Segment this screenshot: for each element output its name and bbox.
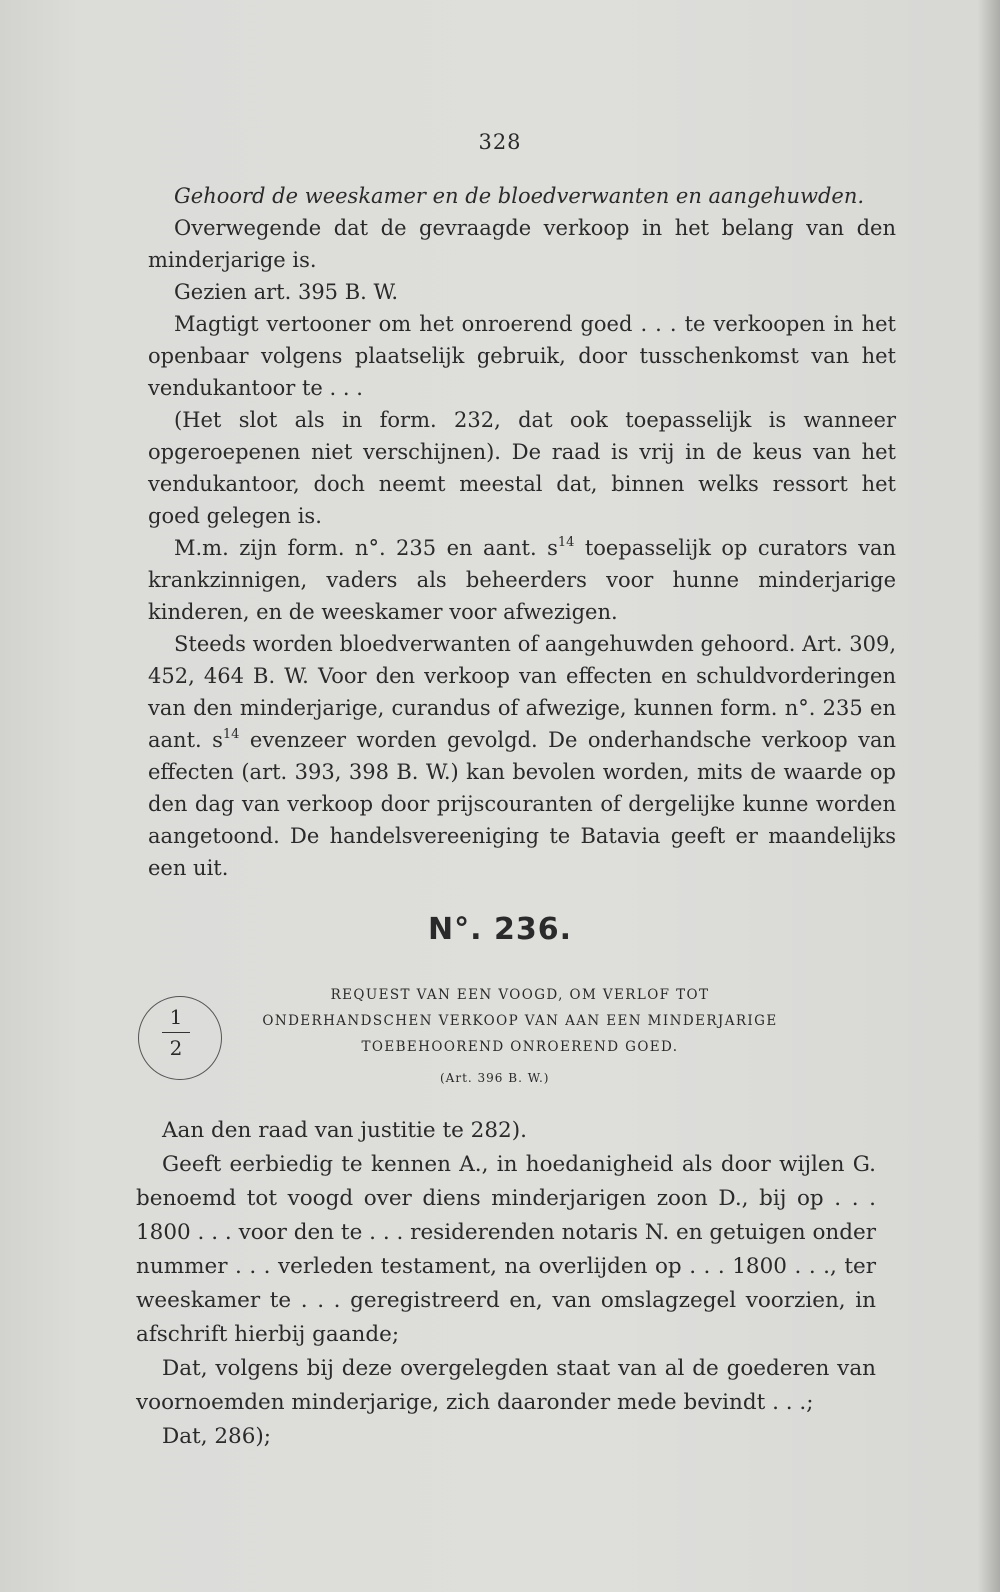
form-number-heading: N°. 236. <box>428 912 572 947</box>
steeds-text-before: Steeds worden bloedverwanten of aangehuwden gehoord. Art. 309, 452, 464 B. W. Voor den verkoop van effecten en schuldvorderingen van den minderjarige, curandus of afwezige, kunnen form. n°. 235 en aant. s <box>148 632 896 752</box>
stamp-fraction <box>162 1005 190 1060</box>
paragraph-magtigt: Magtigt vertooner om het onroerend goed . . . te verkoopen in het openbaar volgens plaatselijk gebruik, door tusschenkomst van het vendukantoor te . . . <box>148 312 896 400</box>
paragraph-dat-286: Dat, 286); <box>162 1424 272 1449</box>
lower-text-block <box>136 1114 876 1454</box>
paragraph-gezien: Gezien art. 395 B. W. <box>174 280 399 304</box>
form-title-line: REQUEST VAN EEN VOOGD, OM VERLOF TOT <box>330 987 710 1003</box>
paragraph-steeds <box>148 628 896 884</box>
form-title-line: TOEBEHOOREND ONROEREND GOED. <box>361 1039 679 1055</box>
article-reference: (Art. 396 B. W.) <box>440 1071 550 1085</box>
steeds-text-after: evenzeer worden gevolgd. De onderhandsche verkoop van effecten (art. 393, 398 B. W.) kan bevolen worden, mits de waarde op den dag van verkoop door prijscouranten of dergelijke kunne worden aangetoond. De handelsvereeniging te Batavia geeft er maandelijks een uit. <box>148 728 896 880</box>
fraction-denominator: 2 <box>169 1036 183 1060</box>
paragraph-overwegende: Overwegende dat de gevraagde verkoop in het belang van den minderjarige is. <box>148 216 896 272</box>
page-edge-shadow <box>978 0 1000 1592</box>
paragraph-geeft: Geeft eerbiedig te kennen A., in hoedanigheid als door wijlen G. benoemd tot voogd over diens minderjarigen zoon D., bij op . . . 1800 . . . voor den te . . . residerenden notaris N. en getuigen onder nummer . . . verleden testament, na overlijden op . . . 1800 . . ., ter weeskamer te . . . geregistreerd en, van omslagzegel voorzien, in afschrift hierbij gaande; <box>136 1152 876 1347</box>
fraction-bar <box>162 1032 190 1033</box>
form-title-line: ONDERHANDSCHEN VERKOOP VAN AAN EEN MINDERJARIGE <box>262 1013 778 1029</box>
paragraph-dat-volgens: Dat, volgens bij deze overgelegden staat van al de goederen van voornoemden minderjarige, zich daaronder mede bevindt . . .; <box>136 1356 876 1415</box>
mm-text-before: M.m. zijn form. n°. 235 en aant. s <box>174 536 558 560</box>
page-number: 328 <box>478 130 522 154</box>
mm-superscript: 14 <box>557 535 575 550</box>
fraction-numerator: 1 <box>169 1005 183 1029</box>
paragraph-mm <box>148 532 896 628</box>
upper-text-block <box>148 180 896 884</box>
mm-text-after: toepasselijk op curators van krankzinnigen, vaders als beheerders voor hunne minderjarige kinderen, en de weeskamer voor afwezigen. <box>148 536 897 624</box>
paragraph-gehoord: Gehoord de weeskamer en de bloedverwanten en aangehuwden. <box>174 184 865 208</box>
form-title <box>200 982 840 1060</box>
paragraph-het-slot: (Het slot als in form. 232, dat ook toepasselijk is wanneer opgeroepenen niet verschijnen). De raad is vrij in de keus van het vendukantoor, doch neemt meestal dat, binnen welks ressort het goed gelegen is. <box>148 408 896 528</box>
steeds-superscript: 14 <box>222 727 240 742</box>
paragraph-aan-den-raad: Aan den raad van justitie te 282). <box>162 1118 527 1143</box>
